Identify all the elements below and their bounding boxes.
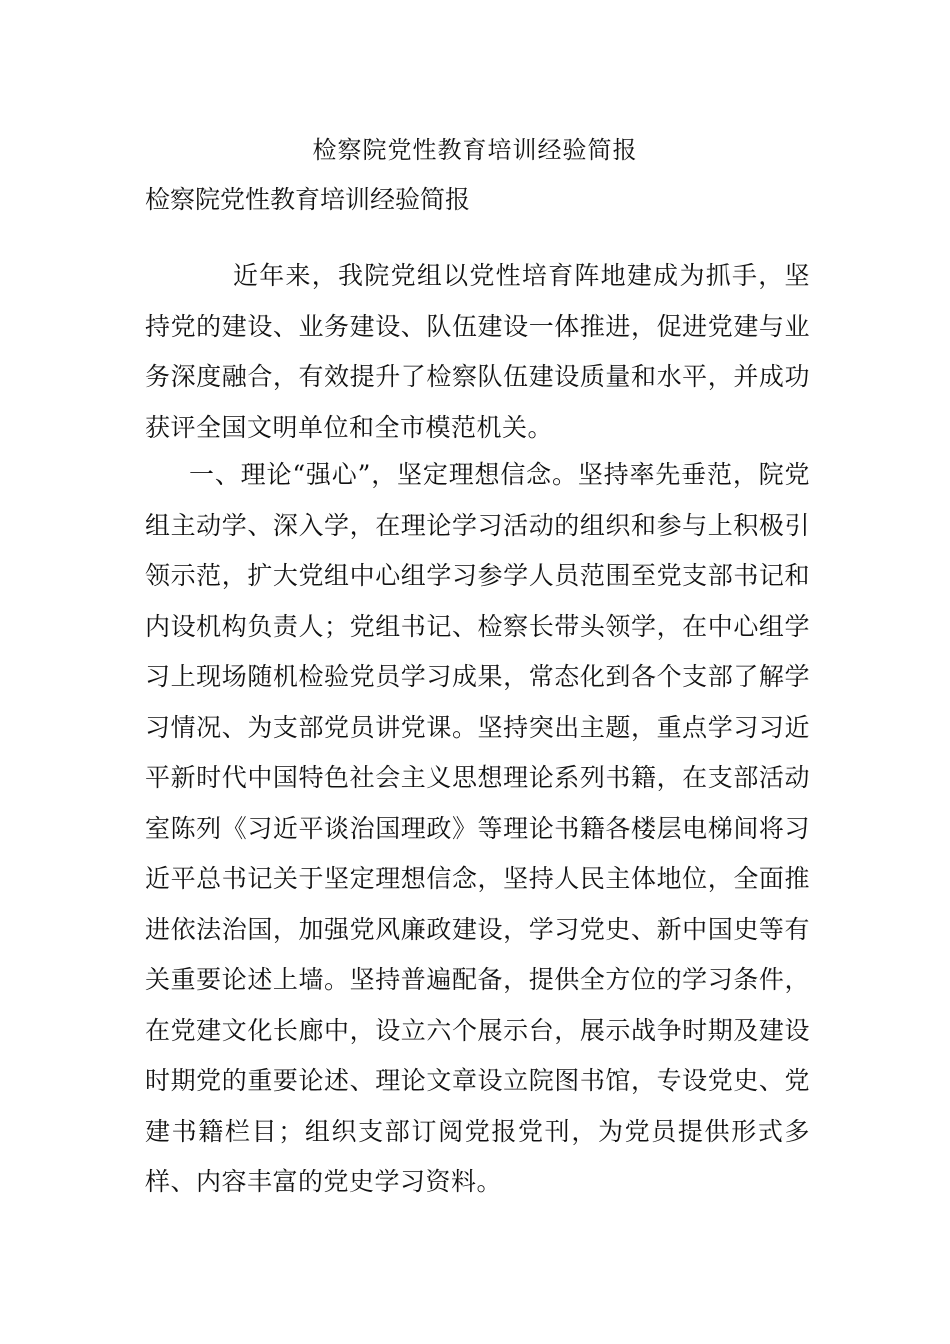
paragraph-intro: 近年来，我院党组以党性培育阵地建成为抓手，坚持党的建设、业务建设、队伍建设一体推进，促进党建与业务深度融合，有效提升了检察队伍建设质量和水平，并成功获评全国文明单位和全市模范机关。 (145, 261, 810, 442)
document-subtitle: 检察院党性教育培训经验简报 (145, 185, 471, 214)
document-title: 检察院党性教育培训经验简报 (312, 136, 638, 164)
paragraph-section-one: 一、理论“强心”，坚定理想信念。坚持率先垂范，院党组主动学、深入学，在理论学习活动的组织和参与上积极引领示范，扩大党组中心组学习参学人员范围至党支部书记和内设机构负责人；党组书记、检察长带头领学，在中心组学习上现场随机检验党员学习成果，常态化到各个支部了解学习情况、为支部党员讲党课。坚持突出主题，重点学习习近平新时代中国特色社会主义思想理论系列书籍，在支部活动室陈列《习近平谈治国理政》等理论书籍各楼层电梯间将习近平总书记关于坚定理想信念，坚持人民主体地位，全面推进依法治国，加强党风廉政建设，学习党史、新中国史等有关重要论述上墙。坚持普遍配备，提供全方位的学习条件，在党建文化长廊中，设立六个展示台，展示战争时期及建设时期党的重要论述、理论文章设立院图书馆，专设党史、党建书籍栏目；组织支部订阅党报党刊，为党员提供形式多样、内容丰富的党史学习资料。 (145, 460, 810, 1196)
